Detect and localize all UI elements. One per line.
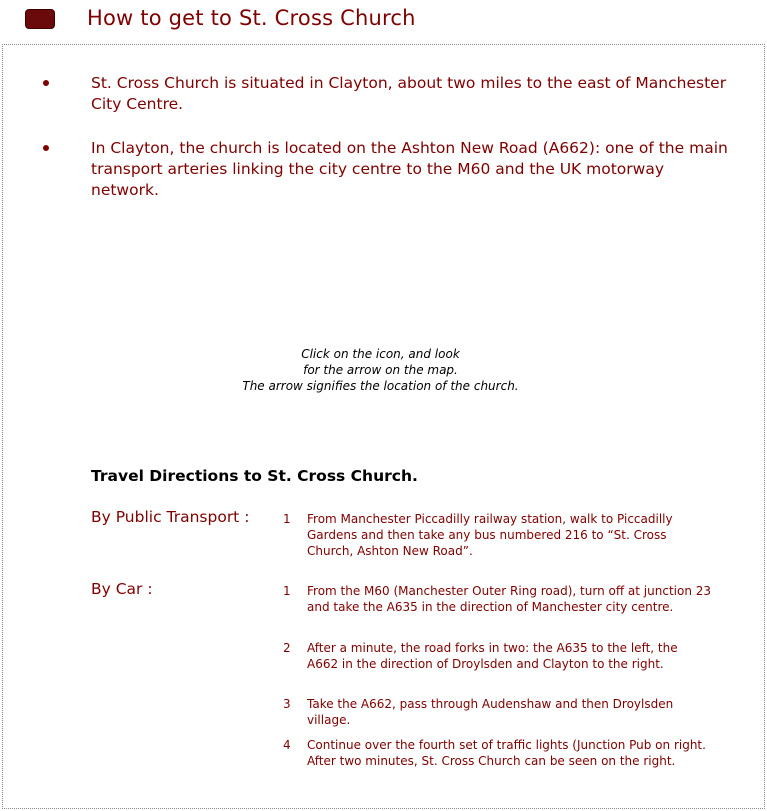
step-number: 2 [283, 641, 291, 655]
public-transport-label: By Public Transport : [91, 508, 250, 526]
step-text: Continue over the fourth set of traffic lights (Junction Pub on right. After two minutes, St. Cross Church can be seen on the right. [307, 738, 706, 768]
map-caption-line: Click on the icon, and look [301, 347, 460, 361]
step-number: 1 [283, 512, 291, 526]
step-number: 1 [283, 584, 291, 598]
step-number: 3 [283, 697, 291, 711]
step-text: After a minute, the road forks in two: the A635 to the left, the A662 in the direction of Droylsden and Clayton to the right. [307, 641, 678, 671]
map-caption-line: The arrow signifies the location of the church. [242, 379, 519, 393]
car-label: By Car : [91, 580, 153, 598]
bullet-icon [43, 145, 49, 151]
header-badge-icon [25, 9, 55, 29]
step-number: 4 [283, 738, 291, 752]
bullet-icon [43, 80, 49, 86]
directions-heading: Travel Directions to St. Cross Church. [91, 467, 418, 485]
step-text: From the M60 (Manchester Outer Ring road), turn off at junction 23 and take the A635 in the direction of Manchester city centre. [307, 584, 712, 614]
intro-text: In Clayton, the church is located on the Ashton New Road (A662): one of the main transport arteries linking the city centre to the M60 and the UK motorway network. [91, 139, 728, 199]
content-frame [2, 44, 765, 809]
page-title: How to get to St. Cross Church [87, 6, 416, 30]
map-caption-line: for the arrow on the map. [303, 363, 458, 377]
page-header [0, 0, 767, 44]
step-text: From Manchester Piccadilly railway station, walk to Piccadilly Gardens and then take any bus numbered 216 to “St. Cross Church, Ashton New Road”. [307, 512, 673, 558]
intro-text: St. Cross Church is situated in Clayton, about two miles to the east of Manchester City Centre. [91, 74, 727, 113]
map-caption [3, 346, 758, 394]
step-text: Take the A662, pass through Audenshaw and then Droylsden village. [307, 697, 674, 727]
